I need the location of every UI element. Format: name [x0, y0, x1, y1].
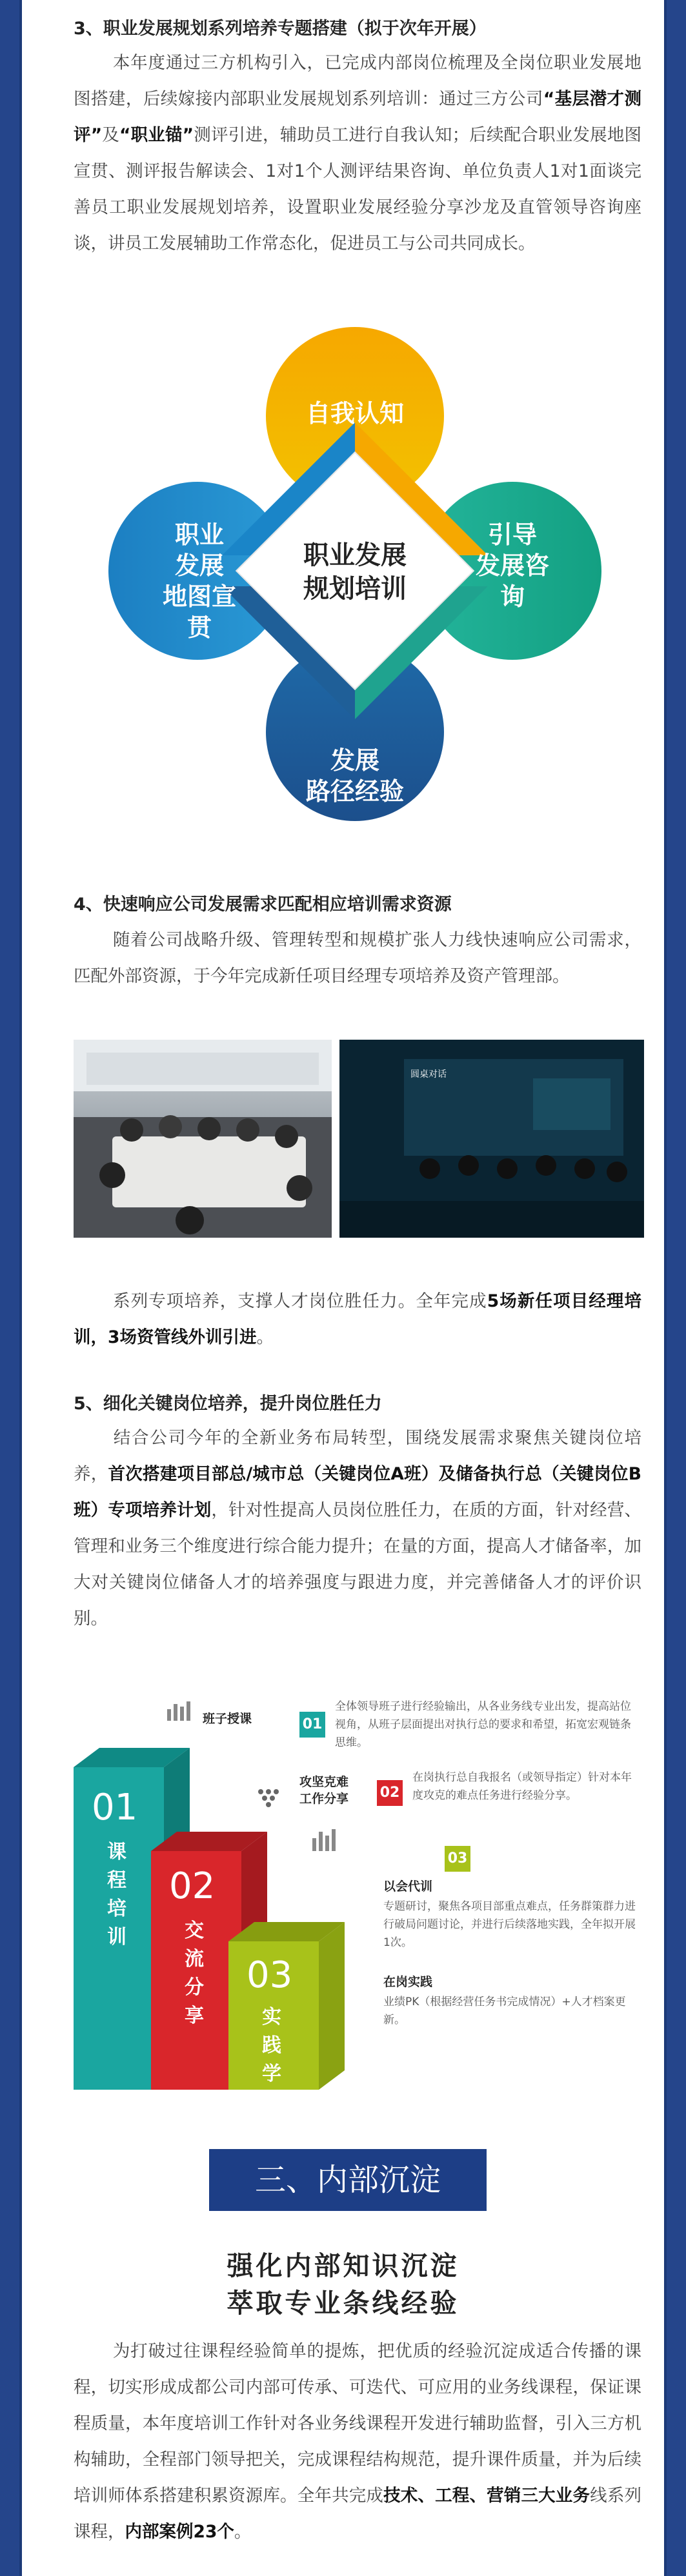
- training-meeting-photo: [74, 1040, 332, 1238]
- section4-heading: 4、快速响应公司发展需求匹配相应培训需求资源: [74, 895, 452, 915]
- section4-caption: 系列专项培养，支撑人才岗位胜任力。全年完成5场新任项目经理培训，3场资管线外训引进。: [74, 1291, 641, 1347]
- item2-number: 02: [377, 1780, 403, 1806]
- training-program-diagram: [74, 1683, 641, 2114]
- petal-top-label: 自我认知: [305, 399, 404, 428]
- item1-title: 班子授课: [203, 1712, 252, 1726]
- bar-chart-icon-2: [312, 1829, 336, 1851]
- part3-subtitle-2: 萃取专业条线经验: [227, 2288, 459, 2319]
- dots-icon: [258, 1789, 279, 1807]
- bar3-label: 实践学习: [262, 2006, 281, 2114]
- bar1-number: 01: [92, 1787, 138, 1828]
- part3-subtitle-1: 强化内部知识沉淀: [227, 2250, 459, 2281]
- bar3-number: 03: [247, 1954, 293, 1996]
- roundtable-photo: [339, 1040, 644, 1238]
- bar2-label: 交流分享: [185, 1919, 204, 2027]
- bar2-number: 02: [169, 1865, 216, 1907]
- left-frame: [0, 0, 19, 2576]
- practice-desc: 业绩PK（根据经营任务书完成情况）+人才档案更新。: [383, 1996, 626, 2026]
- section5-paragraph: 结合公司今年的全新业务布局转型，围绕发展需求聚焦关键岗位培养，首次搭建项目部总/城市总（关键岗位A班）及储备执行总（关键岗位B班）专项培养计划，针对性提高人员岗位胜任力，在质的方面，针对经营、管理和业务三个维度进行综合能力提升；在量的方面，提高人才储备率，加大对关键岗位储备人才的培养强度与跟进力度，并完善储备人才的评价识别。: [74, 1428, 642, 1629]
- part3-banner: 三、内部沉淀: [209, 2149, 487, 2211]
- bar1-label: 课程培训: [107, 1841, 126, 1948]
- photo2-caption: 圆桌对话: [410, 1069, 447, 1079]
- item3-number: 03: [445, 1846, 470, 1872]
- item1-number: 01: [299, 1712, 325, 1738]
- section3-heading: 3、职业发展规划系列培养专题搭建（拟于次年开展）: [74, 19, 487, 39]
- article-page: [22, 0, 664, 2576]
- item1-desc: 全体领导班子进行经验输出，从各业务线专业出发，提高站位视角，从班子层面提出对执行总的要求和希望，拓宽宏观链条思维。: [335, 1700, 631, 1749]
- section3-paragraph: 本年度通过三方机构引入，已完成内部岗位梳理及全岗位职业发展地图搭建，后续嫁接内部职业发展规划系列培训：通过三方公司“基层潜才测评”及“职业锚”测评引进，辅助员工进行自我认知；后续配合职业发展地图宣贯、测评报告解读会、1对1个人测评结果咨询、单位负责人1对1面谈完善员工职业发展规划培养，设置职业发展经验分享沙龙及直管领导咨询座谈，讲员工发展辅助工作常态化，促进员工与公司共同成长。: [74, 53, 642, 253]
- petal-left-label: 职业 发展 地图宣贯: [162, 520, 236, 642]
- section4-paragraph: 随着公司战略升级、管理转型和规模扩张人力线快速响应公司需求，匹配外部资源，于今年完成新任项目经理专项培养及资产管理部。: [74, 930, 641, 986]
- diagram-center-label: 职业发展 规划培训: [303, 540, 407, 604]
- bar-chart-icon-1: [167, 1701, 190, 1721]
- petal-bottom-label: 发展 路径经验: [305, 746, 404, 806]
- right-frame: [667, 0, 686, 2576]
- item2-title: 攻坚克难 工作分享: [299, 1775, 349, 1806]
- item2-desc: 在岗执行总自我报名（或领导指定）针对本年度攻克的难点任务进行经验分享。: [412, 1771, 632, 1802]
- practice-title: 在岗实践: [383, 1975, 433, 1989]
- part3-paragraph: 为打破过往课程经验简单的提炼，把优质的经验沉淀成适合传播的课程，切实形成成都公司内部可传承、可迭代、可应用的业务线课程，保证课程质量，本年度培训工作针对各业务线课程开发进行辅助监督，引入三方机构辅助，全程部门领导把关，完成课程结构规范，提升课件质量，并为后续培训师体系搭建积累资源库。全年共完成技术、工程、营销三大业务线系列课程，内部案例23个。: [74, 2341, 641, 2542]
- section5-heading: 5、细化关键岗位培养，提升岗位胜任力: [74, 1394, 382, 1414]
- item3-desc: 专题研讨，聚焦各项目部重点难点，任务群策群力进行破局问题讨论，并进行后续落地实践，全年拟开展1次。: [383, 1900, 636, 1949]
- career-development-diagram: [80, 326, 635, 835]
- item3-title: 以会代训: [383, 1879, 433, 1894]
- petal-right-label: 引导 发展咨询: [475, 520, 549, 611]
